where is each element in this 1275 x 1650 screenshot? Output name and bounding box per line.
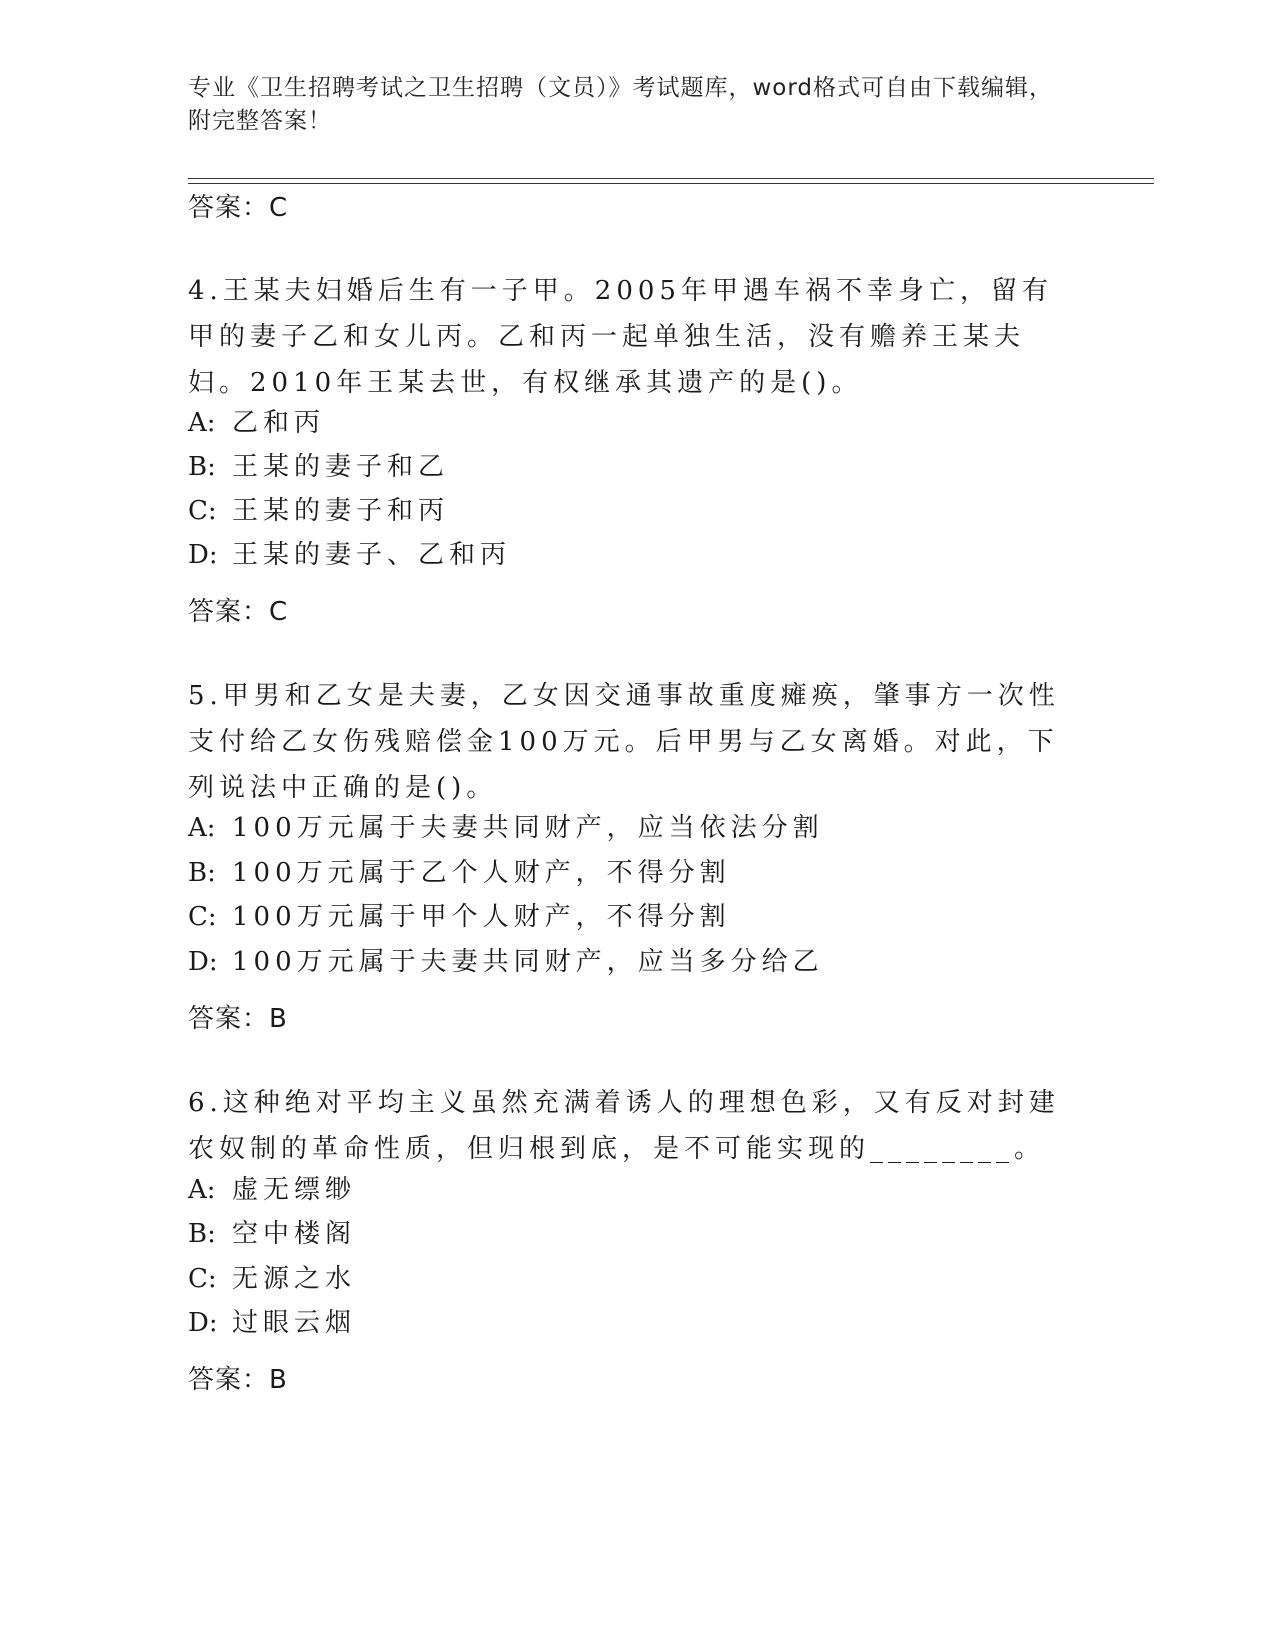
header-rule-top xyxy=(188,178,1154,179)
answer-5: 答案：B xyxy=(188,1004,288,1034)
header-rule-bottom xyxy=(188,183,1154,184)
question-5-option-d xyxy=(188,946,824,978)
question-5-option-a xyxy=(188,812,824,844)
question-6: 6.这种绝对平均主义虽然充满着诱人的理想色彩，又有反对封建农奴制的革命性质，但归根到底，是不可能实现的________。 xyxy=(188,1088,1060,1164)
option-text: 过眼云烟 xyxy=(232,1308,357,1338)
question-4-option-c xyxy=(188,495,449,527)
option-label: D: xyxy=(188,1308,218,1338)
question-4: 4.王某夫妇婚后生有一子甲。2005年甲遇车祸不幸身亡，留有甲的妻子乙和女儿丙。乙和丙一起单独生活，没有赡养王某夫妇。2010年王某去世，有权继承其遗产的是()。 xyxy=(188,276,1053,398)
option-label: D: xyxy=(188,540,218,570)
question-4-option-a xyxy=(188,407,325,439)
page-header: 专业《卫生招聘考试之卫生招聘（文员）》考试题库，word格式可自由下载编辑，附完整答案！ xyxy=(188,75,1054,134)
question-5: 5.甲男和乙女是夫妻，乙女因交通事故重度瘫痪，肇事方一次性支付给乙女伤残赔偿金100万元。后甲男与乙女离婚。对此，下列说法中正确的是()。 xyxy=(188,681,1060,803)
option-text: 乙和丙 xyxy=(232,408,326,438)
option-text: 王某的妻子、乙和丙 xyxy=(232,540,512,570)
option-label: A: xyxy=(188,1175,216,1205)
question-6-option-c xyxy=(188,1263,356,1295)
question-4-option-b xyxy=(188,451,449,483)
option-label: A: xyxy=(188,408,216,438)
question-5-option-c xyxy=(188,901,731,933)
option-text: 空中楼阁 xyxy=(232,1219,357,1249)
option-text: 无源之水 xyxy=(232,1264,357,1294)
option-label: A: xyxy=(188,813,216,843)
option-label: B: xyxy=(188,858,216,888)
answer-6: 答案：B xyxy=(188,1365,288,1395)
question-6-option-a xyxy=(188,1174,356,1206)
question-4-option-d xyxy=(188,539,511,571)
option-label: B: xyxy=(188,1219,216,1249)
option-text: 王某的妻子和乙 xyxy=(232,452,450,482)
option-label: B: xyxy=(188,452,216,482)
answer-4: 答案：C xyxy=(188,597,289,627)
option-label: C: xyxy=(188,902,217,932)
option-text: 100万元属于乙个人财产，不得分割 xyxy=(232,858,731,888)
question-6-option-b xyxy=(188,1218,356,1250)
option-label: C: xyxy=(188,1264,217,1294)
option-label: C: xyxy=(188,496,217,526)
option-label: D: xyxy=(188,947,218,977)
answer-3: 答案：C xyxy=(188,193,289,223)
question-6-option-d xyxy=(188,1307,356,1339)
option-text: 100万元属于甲个人财产，不得分割 xyxy=(232,902,731,932)
option-text: 100万元属于夫妻共同财产，应当依法分割 xyxy=(232,813,824,843)
option-text: 虚无缥缈 xyxy=(232,1175,357,1205)
option-text: 100万元属于夫妻共同财产，应当多分给乙 xyxy=(232,947,824,977)
option-text: 王某的妻子和丙 xyxy=(232,496,450,526)
question-5-option-b xyxy=(188,857,731,889)
